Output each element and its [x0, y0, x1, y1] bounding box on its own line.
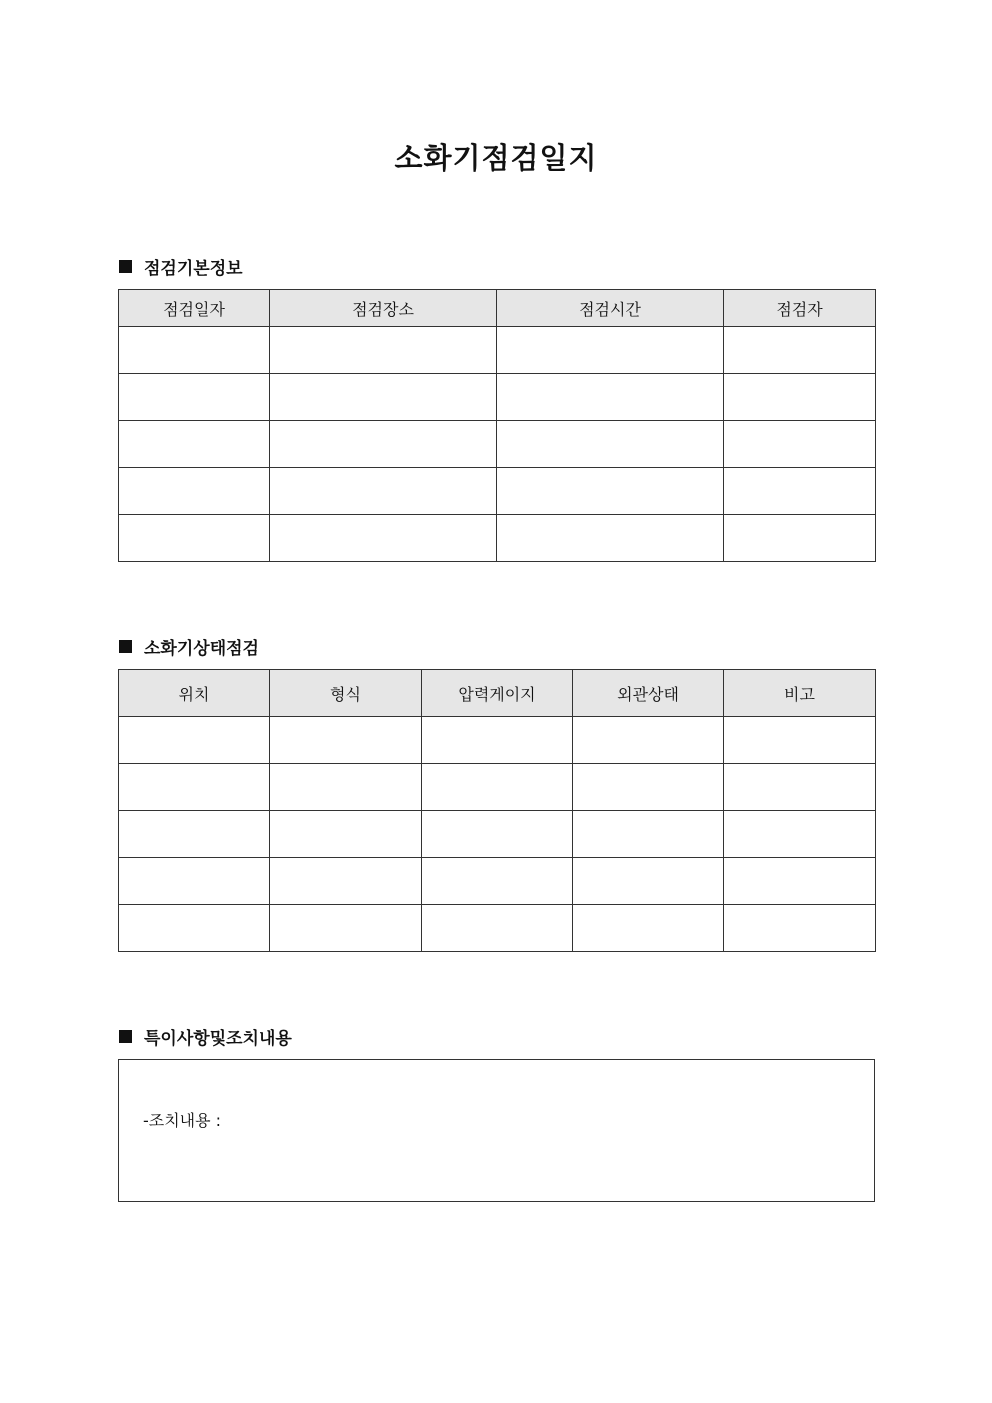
table-cell[interactable]	[497, 327, 724, 374]
section-heading-label: 소화기상태점검	[144, 639, 259, 659]
table-row	[119, 717, 876, 764]
column-header-pressure-gauge: 압력게이지	[422, 670, 573, 717]
table-cell[interactable]	[573, 905, 724, 952]
column-header-inspection-date: 점검일자	[119, 290, 270, 327]
table-cell[interactable]	[724, 811, 876, 858]
column-header-inspector: 점검자	[724, 290, 876, 327]
table-cell[interactable]	[724, 515, 876, 562]
table-cell[interactable]	[724, 717, 876, 764]
table-cell[interactable]	[270, 764, 422, 811]
table-cell[interactable]	[270, 717, 422, 764]
table-cell[interactable]	[270, 327, 497, 374]
column-header-remarks: 비고	[724, 670, 876, 717]
table-cell[interactable]	[119, 327, 270, 374]
square-bullet-icon	[119, 640, 132, 653]
document-title: 소화기점검일지	[394, 141, 598, 175]
table-row	[119, 515, 876, 562]
section-heading-label: 점검기본정보	[144, 259, 243, 279]
table-cell[interactable]	[724, 764, 876, 811]
table-cell[interactable]	[724, 468, 876, 515]
section-heading-label: 특이사항및조치내용	[144, 1029, 292, 1049]
table-row	[119, 374, 876, 421]
table-cell[interactable]	[497, 421, 724, 468]
notes-box[interactable]	[118, 1059, 875, 1202]
square-bullet-icon	[119, 1030, 132, 1043]
table-cell[interactable]	[724, 421, 876, 468]
table-row	[119, 858, 876, 905]
table-cell[interactable]	[724, 327, 876, 374]
column-header-inspection-place: 점검장소	[270, 290, 497, 327]
table-cell[interactable]	[119, 717, 270, 764]
table-cell[interactable]	[497, 468, 724, 515]
status-check-table	[118, 669, 876, 952]
table-cell[interactable]	[573, 717, 724, 764]
table-cell[interactable]	[270, 374, 497, 421]
table-cell[interactable]	[119, 811, 270, 858]
table-cell[interactable]	[270, 858, 422, 905]
action-details-label: -조치내용 :	[143, 1111, 222, 1130]
table-cell[interactable]	[119, 905, 270, 952]
table-cell[interactable]	[422, 811, 573, 858]
table-cell[interactable]	[422, 858, 573, 905]
table-cell[interactable]	[724, 374, 876, 421]
table-cell[interactable]	[497, 374, 724, 421]
table-cell[interactable]	[497, 515, 724, 562]
table-row	[119, 421, 876, 468]
table-cell[interactable]	[119, 421, 270, 468]
table-row	[119, 764, 876, 811]
table-cell[interactable]	[270, 811, 422, 858]
basic-info-table	[118, 289, 876, 562]
table-header-row	[119, 290, 876, 327]
table-cell[interactable]	[270, 421, 497, 468]
table-cell[interactable]	[422, 905, 573, 952]
section-heading-basic-info	[119, 254, 243, 279]
table-cell[interactable]	[724, 905, 876, 952]
table-row	[119, 468, 876, 515]
section-heading-notes	[119, 1024, 292, 1049]
table-cell[interactable]	[270, 468, 497, 515]
table-row	[119, 811, 876, 858]
table-cell[interactable]	[422, 717, 573, 764]
column-header-location: 위치	[119, 670, 270, 717]
table-cell[interactable]	[119, 515, 270, 562]
table-cell[interactable]	[270, 515, 497, 562]
column-header-inspection-time: 점검시간	[497, 290, 724, 327]
table-cell[interactable]	[119, 374, 270, 421]
column-header-type: 형식	[270, 670, 422, 717]
section-heading-status-check	[119, 634, 259, 659]
table-row	[119, 327, 876, 374]
table-cell[interactable]	[119, 468, 270, 515]
table-row	[119, 905, 876, 952]
table-cell[interactable]	[724, 858, 876, 905]
table-header-row	[119, 670, 876, 717]
table-cell[interactable]	[119, 764, 270, 811]
table-cell[interactable]	[573, 811, 724, 858]
table-cell[interactable]	[422, 764, 573, 811]
table-cell[interactable]	[119, 858, 270, 905]
table-cell[interactable]	[270, 905, 422, 952]
square-bullet-icon	[119, 260, 132, 273]
column-header-exterior-condition: 외관상태	[573, 670, 724, 717]
table-cell[interactable]	[573, 764, 724, 811]
table-cell[interactable]	[573, 858, 724, 905]
